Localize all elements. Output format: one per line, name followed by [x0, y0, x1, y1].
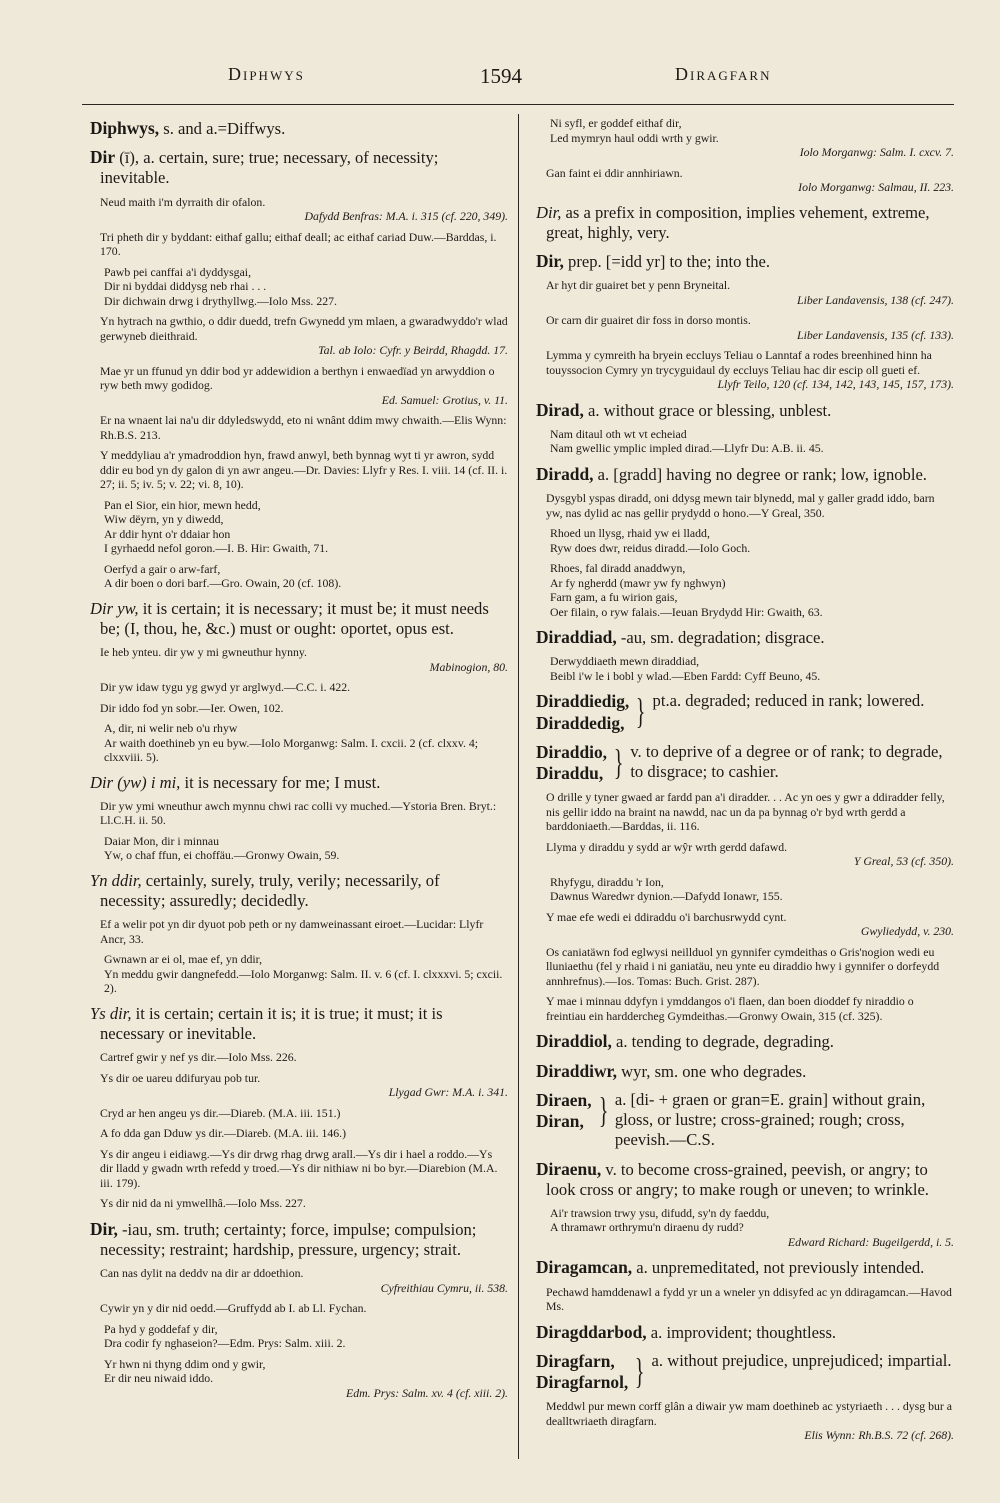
entry-definition: pt.a. degraded; reduced in rank; lowered.: [652, 691, 925, 711]
quotation-line: Ys dir angeu i eidiawg.—Ys dir drwg rhag drwg arall.—Ys dir i hael a roddo.—Ys dir lladd y gwadn wrth refedd y troed.—Ys dir nithiaw ni bo byr.—Diarebion (M.A. iii. 179).: [100, 1146, 498, 1190]
brace-mark: }: [636, 691, 646, 732]
quotation-line: Oerfyd a gair o arw-farf,: [104, 561, 221, 576]
quotation: [90, 645, 508, 674]
verse-quotation: [90, 1322, 508, 1351]
quotation: [90, 1126, 508, 1141]
quotation-line: Er dir neu niwaid iddo.: [104, 1371, 214, 1386]
quotation-line: Farn gam, a fu wirion gais,: [550, 590, 678, 605]
citation: Edm. Prys: Salm. xv. 4 (cf. xiii. 2).: [346, 1385, 508, 1400]
citation: Ed. Samuel: Grotius, v. 11.: [381, 392, 508, 407]
quotation: [90, 1050, 508, 1065]
entry-headword: Diraddiol,: [536, 1031, 612, 1052]
verse-quotation: [536, 116, 954, 160]
entry-headwords: [536, 691, 629, 733]
quotation-line: Er na wnaent lai na'u dir ddyledswydd, eto ni wnânt ddim mwy chwaith.—Elis Wynn: Rh.B.S. 213.: [100, 413, 507, 442]
verse-quotation: [90, 721, 508, 765]
quotation-line: Ar fy ngherdd (mawr yw fy nghwyn): [550, 575, 726, 590]
quotation: [90, 1071, 508, 1100]
entry-definition: a. tending to degrade, degrading.: [611, 1032, 834, 1052]
quotation: [90, 701, 508, 716]
entry-headword: Diraenu,: [536, 1158, 602, 1179]
citation: Elis Wynn: Rh.B.S. 72 (cf. 268).: [804, 1428, 954, 1443]
entry-definition: a. without grace or blessing, unblest.: [583, 400, 832, 420]
dictionary-entry: [90, 118, 508, 139]
header-rule: [82, 104, 954, 105]
citation: Tal. ab Iolo: Cyfr. y Beirdd, Rhagdd. 17.: [318, 343, 508, 358]
citation: Llyfr Teilo, 120 (cf. 134, 142, 143, 145, 157, 173).: [717, 377, 954, 392]
entry-definition: it is certain; certain it is; it is true; it must; it is necessary or inevitable.: [100, 1003, 443, 1044]
quotation-line: Lymma y cymreith ha bryein eccluys Teliau o Lanntaf a rodes breenhined hinn ha touyssocion Cymry yn trycyguidaul dy eccluys Teliau hac dir escip oll gueti ef.: [546, 348, 932, 377]
quotation: [90, 1147, 508, 1191]
quotation-line: O drille y tyner gwaed ar fardd pan a'i diradder. . . Ac yn oes y gwr a ddiradder felly, nis gellir iddo na braint na nawdd, nac un da pa bynnag o'r byd wrth gerdd a barddoniaeth.—Barddas, ii. 116.: [546, 790, 945, 834]
quotation: [90, 413, 508, 442]
entry-definition: a. [di- + graen or gran=E. grain] without grain, gloss, or lustre; cross-grained; rough; cross, peevish.—C.S.: [614, 1089, 926, 1150]
entry-headword: Diradd,: [536, 463, 594, 484]
verse-quotation: [536, 561, 954, 619]
quotation-line: Y meddyliau a'r ymadroddion hyn, frawd anwyl, beth bynnag wyt ti yr awron, sydd ddir eu bod yn dy galon di yn awr angeu.—Dr. Davies: Llyfr y Res. I. viii. 14 (cf. II. i. 27; ii. 5; iv. 5; v. 22; vi. 8, 10).: [100, 448, 508, 492]
quotation: [90, 364, 508, 408]
entry-definition: as a prefix in composition, implies vehement, extreme, great, highly, very.: [546, 202, 930, 242]
entry-headword: Yn ddir,: [90, 870, 142, 890]
quotation-line: Pawb pei canffai a'i dyddysgai,: [104, 264, 252, 279]
entry-headword: Diraddiad,: [536, 627, 617, 648]
quotation: [536, 313, 954, 342]
quotation: [536, 910, 954, 939]
entry-definition: v. to become cross-grained, peevish, or angry; to look cross or angry; to make rough or uneven; to wrinkle.: [546, 1159, 929, 1199]
quotation-line: Yr hwn ni thyng ddim ond y gwir,: [104, 1356, 266, 1371]
quotation-line: I gyrhaedd nefol goron.—I. B. Hir: Gwaith, 71.: [104, 541, 329, 556]
brace-mark: }: [635, 1350, 645, 1391]
quotation-line: A, dir, ni welir neb o'u rhyw: [104, 721, 238, 736]
verse-quotation: [90, 562, 508, 591]
dictionary-entry: [536, 1257, 954, 1278]
quotation-line: Llyma y diraddu y sydd ar wŷr wrth gerdd dafawd.: [546, 839, 788, 854]
quotation-line: A dir boen o dori barf.—Gro. Owain, 20 (cf. 108).: [104, 576, 342, 591]
quotation-line: Rhoed un llysg, rhaid yw ei lladd,: [550, 526, 710, 541]
quotation: [536, 1285, 954, 1314]
quotation: [536, 348, 954, 392]
quotation: [90, 1106, 508, 1121]
verse-quotation: [536, 526, 954, 555]
dictionary-entry-group: [536, 1090, 954, 1151]
quotation-line: Dir dichwain drwg i drythyllwg.—Iolo Mss. 227.: [104, 293, 337, 308]
dictionary-entry: [90, 147, 508, 188]
entry-definition: -iau, sm. truth; certainty; force, impulse; compulsion; necessity; restraint; hardship, pressure, urgency; strait.: [100, 1219, 477, 1260]
quotation-line: Oer filain, o ryw falais.—Ieuan Brydydd Hir: Gwaith, 63.: [550, 604, 823, 619]
quotation: [536, 945, 954, 989]
quotation-line: Nam ditaul oth wt vt echeiad: [550, 426, 687, 441]
verse-quotation: [90, 498, 508, 556]
dictionary-entry: [90, 1219, 508, 1260]
entry-headword: Dir,: [536, 250, 564, 271]
quotation: [536, 491, 954, 520]
entry-headword: Diraddiedig,: [536, 691, 630, 712]
dictionary-entry: [536, 400, 954, 421]
entry-definition: (ī), a. certain, sure; true; necessary, of necessity; inevitable.: [100, 148, 439, 188]
quotation-line: Can nas dylit na deddv na dir ar ddoethion.: [100, 1266, 304, 1281]
quotation-line: Y mae i minnau ddyfyn i ymddangos o'i flaen, dan boen dioddef fy niraddio o freintiau ein harddercheg Gymdeithas.—Gronwy Owain, 315 (cf. 325).: [546, 994, 914, 1023]
quotation-line: Tri pheth dir y byddant: eithaf gallu; eithaf deall; ac eithaf cariad Duw.—Barddas, i. 170.: [100, 229, 497, 259]
citation: Dafydd Benfras: M.A. i. 315 (cf. 220, 349).: [304, 209, 508, 224]
quotation-line: Dir ni byddai diddysg neb rhai . . .: [104, 279, 267, 294]
dictionary-entry: [536, 1159, 954, 1200]
quotation: [90, 195, 508, 224]
quotation: [536, 840, 954, 869]
quotation: [536, 278, 954, 307]
entry-definition: a. unpremeditated, not previously intended.: [632, 1258, 925, 1278]
quotation-line: Meddwl pur mewn corff glân a diwair yw mam doethineb ac ystyriaeth . . . dysg bur a dealltwriaeth diragfarn.: [546, 1399, 953, 1428]
dictionary-entry: [536, 464, 954, 485]
entry-headword: Dir yw,: [90, 598, 139, 618]
quotation-line: Ar ddir hynt o'r ddaiar hon: [104, 526, 231, 541]
dictionary-entry: [536, 1322, 954, 1343]
quotation-line: Ys dir nid da ni ymwellhâ.—Iolo Mss. 227.: [100, 1196, 306, 1211]
quotation-line: Ys dir oe uareu ddifuryau pob tur.: [100, 1070, 261, 1085]
quotation: [90, 230, 508, 259]
quotation: [90, 1301, 508, 1316]
quotation: [536, 994, 954, 1023]
entry-definition: a. without prejudice, unprejudiced; impartial.: [651, 1350, 952, 1370]
verse-quotation: [90, 1357, 508, 1401]
dictionary-entry: [90, 871, 508, 911]
entry-headword: Dirad,: [536, 399, 584, 420]
verse-quotation: [536, 875, 954, 904]
quotation-line: Neud maith i'm dyrraith dir ofalon.: [100, 194, 266, 209]
quotation-line: A thramawr orthrymu'n diraenu dy rudd?: [550, 1220, 744, 1235]
entry-definition: certainly, surely, truly, verily; necessarily, of necessity; assuredly; decidedly.: [100, 870, 440, 911]
entry-definition: wyr, sm. one who degrades.: [617, 1061, 807, 1081]
entry-definition: it is necessary for me; I must.: [180, 772, 381, 792]
verse-quotation: [536, 1206, 954, 1250]
citation: Llygad Gwr: M.A. i. 341.: [388, 1085, 508, 1100]
citation: Liber Landavensis, 138 (cf. 247).: [797, 292, 954, 307]
dictionary-entry: [536, 203, 954, 243]
column-divider: [518, 114, 519, 1459]
running-head: [80, 64, 940, 98]
entry-headword: Ys dir,: [90, 1003, 132, 1023]
quotation: [536, 166, 954, 195]
quotation-line: Derwyddiaeth mewn diraddiad,: [550, 654, 700, 669]
quotation-line: Daiar Mon, dir i minnau: [104, 833, 219, 848]
right-column: [536, 110, 954, 1460]
quotation-line: Gan faint ei ddir annhiriawn.: [546, 165, 683, 180]
dictionary-entry: [536, 1061, 954, 1082]
quotation-line: A fo dda gan Dduw ys dir.—Diareb. (M.A. iii. 146.): [100, 1126, 347, 1141]
entry-headword: Diragamcan,: [536, 1257, 633, 1278]
quotation-line: Or carn dir guairet dir foss in dorso montis.: [546, 313, 751, 328]
entry-headword: Diragfarn,: [536, 1350, 615, 1371]
entry-headword: Diran,: [536, 1111, 584, 1132]
quotation-line: Ai'r trawsion trwy ysu, difudd, sy'n dy faeddu,: [550, 1205, 770, 1220]
running-head-left: Diphwys: [228, 64, 305, 84]
quotation: [90, 1196, 508, 1211]
quotation-line: Dawnus Waredwr dynion.—Dafydd Ionawr, 155.: [550, 889, 783, 904]
quotation-line: Pan el Sior, ein hior, mewn hedd,: [104, 497, 261, 512]
brace-mark: }: [613, 741, 624, 782]
dictionary-entry: [536, 627, 954, 648]
entry-headword: Dir (yw) i mi,: [90, 772, 181, 792]
entry-headword: Diraen,: [536, 1089, 592, 1110]
verse-quotation: [90, 265, 508, 309]
entry-definition: s. and a.=Diffwys.: [159, 119, 286, 138]
entry-headword: Diphwys,: [90, 118, 160, 138]
quotation: [90, 1266, 508, 1295]
entry-headword: Diraddiwr,: [536, 1060, 618, 1081]
citation: Edward Richard: Bugeilgerdd, i. 5.: [787, 1234, 954, 1249]
quotation-line: Yn hytrach na gwthio, o ddir duedd, trefn Gwynedd ym mlaen, a gwaradwyddo'r wlad gerwyneb dieithraid.: [100, 314, 508, 343]
dictionary-entry-group: [536, 742, 954, 784]
quotation-line: Gwnawn ar ei ol, mae ef, yn ddir,: [104, 952, 263, 967]
citation: Iolo Morganwg: Salm. I. cxcv. 7.: [799, 145, 954, 159]
dictionary-entry-group: [536, 691, 954, 733]
quotation-line: Dir yw idaw tygu yg gwyd yr arglwyd.—C.C. i. 422.: [100, 680, 351, 695]
quotation-line: Ni syfl, er goddef eithaf dir,: [550, 116, 682, 130]
dictionary-entry: [536, 251, 954, 272]
quotation-line: Pa hyd y goddefaf y dir,: [104, 1321, 218, 1336]
citation: Iolo Morganwg: Salmau, II. 223.: [798, 180, 954, 194]
verse-quotation: [90, 834, 508, 863]
entry-definition: a. improvident; thoughtless.: [646, 1322, 837, 1342]
entry-headword: Dir,: [90, 1218, 118, 1239]
dictionary-entry: [90, 773, 508, 793]
quotation-line: Yn meddu gwir dangnefedd.—Iolo Morganwg: Salm. II. v. 6 (cf. I. clxxxvi. 5; cxcii. 2).: [104, 966, 503, 996]
entry-definition: it is certain; it is necessary; it must be; it must needs be; (I, thou, he, &c.) must or ought: oportet, opus est.: [100, 598, 489, 638]
verse-quotation: [536, 654, 954, 683]
entry-headword: Diragddarbod,: [536, 1321, 647, 1342]
quotation-line: Led mymryn haul oddi wrth y gwir.: [550, 130, 719, 145]
quotation-line: Cryd ar hen angeu ys dir.—Diareb. (M.A. iii. 151.): [100, 1105, 341, 1120]
quotation-line: Ie heb ynteu. dir yw y mi gwneuthur hynny.: [100, 645, 307, 660]
verse-quotation: [536, 427, 954, 456]
quotation-line: Beibl i'w le i bobl y wlad.—Eben Fardd: Cyff Beuno, 45.: [550, 668, 821, 683]
citation: Mabinogion, 80.: [429, 659, 508, 674]
quotation-line: Cartref gwir y nef ys dir.—Iolo Mss. 226.: [100, 1050, 297, 1065]
citation: Cyfreithiau Cymru, ii. 538.: [380, 1280, 508, 1295]
entry-headwords: [536, 1090, 592, 1151]
entry-headword: Dir: [90, 147, 116, 168]
quotation-line: Os caniatäwn fod eglwysi neillduol yn gynnifer cymdeithas o Gris'nogion wedi eu lluniaethu (fel y rhaid i ni ganiatäu, neu ynte eu diraddio hwy i gynnifer o dorfeydd annhrefnus).—Ios. Tomas: Buch. Grist. 287).: [546, 944, 940, 988]
quotation: [536, 790, 954, 834]
entry-headwords: [536, 1351, 628, 1393]
quotation: [90, 917, 508, 946]
left-column: [90, 110, 508, 1460]
quotation-line: Dysgybl yspas diradd, oni ddysg mewn tair blynedd, mal y galler gradd iddo, barn yw, nas dylid ac nas gellir prydydd o hono.—Y Greal, 350.: [546, 491, 935, 520]
entry-headword: Diraddu,: [536, 763, 604, 784]
entry-definition: v. to deprive of a degree or of rank; to degrade, to disgrace; to cashier.: [630, 741, 943, 782]
quotation: [90, 314, 508, 358]
quotation-line: Wiw dëyrn, yn y diwedd,: [104, 512, 224, 527]
entry-headwords: [536, 742, 607, 784]
quotation-line: Pechawd hamddenawl a fydd yr un a wneler yn ddisyfed ac yn ddiragamcan.—Havod Ms.: [546, 1284, 952, 1314]
citation: Liber Landavensis, 135 (cf. 133).: [797, 327, 954, 342]
dictionary-entry: [90, 599, 508, 639]
quotation-line: Dra codir fy nghaseion?—Edm. Prys: Salm. xiii. 2.: [104, 1336, 346, 1351]
quotation-line: Ryw does dwr, reidus diradd.—Iolo Goch.: [550, 540, 751, 555]
quotation-line: Ar hyt dir guairet bet y penn Bryneital.: [546, 278, 731, 293]
quotation-line: Rhyfygu, diraddu 'r Ion,: [550, 874, 664, 889]
citation: Y Greal, 53 (cf. 350).: [853, 854, 954, 869]
entry-headword: Dir,: [536, 202, 562, 222]
dictionary-entry-group: [536, 1351, 954, 1393]
quotation-line: Rhoes, fal diradd anaddwyn,: [550, 561, 686, 576]
citation: Gwyliedydd, v. 230.: [860, 924, 954, 939]
entry-definition: a. [gradd] having no degree or rank; low, ignoble.: [593, 464, 927, 484]
quotation-line: Ef a welir pot yn dir dyuot pob peth or ny damweinassant eiroet.—Lucidar: Llyfr Ancr, 33.: [100, 917, 484, 946]
brace-mark: }: [598, 1089, 608, 1130]
page-number: 1594: [480, 64, 522, 88]
quotation-line: Yw, o chaf ffun, ei choffäu.—Gronwy Owain, 59.: [104, 848, 340, 863]
entry-headword: Diragfarnol,: [536, 1372, 629, 1393]
verse-quotation: [90, 952, 508, 996]
quotation-line: Cywir yn y dir nid oedd.—Gruffydd ab I. ab Ll. Fychan.: [100, 1301, 367, 1316]
dictionary-entry: [536, 1031, 954, 1052]
quotation: [90, 799, 508, 828]
quotation: [90, 680, 508, 695]
quotation-line: Y mae efe wedi ei ddiraddu o'i barchusrwydd cynt.: [546, 909, 787, 924]
quotation-line: Nam gwellic ymplic impled dirad.—Llyfr Du: A.B. ii. 45.: [550, 441, 824, 456]
quotation-line: Dir yw ymi wneuthur awch mynnu chwi rac colli vy muched.—Ystoria Bren. Bryt.: Ll.C.H. ii. 50.: [100, 798, 497, 828]
entry-definition: -au, sm. degradation; disgrace.: [616, 628, 825, 648]
quotation: [90, 448, 508, 492]
entry-definition: prep. [=idd yr] to the; into the.: [563, 251, 771, 271]
running-head-right: Diragfarn: [675, 64, 772, 84]
entry-headword: Diraddedig,: [536, 712, 625, 733]
entry-headword: Diraddio,: [536, 741, 608, 762]
quotation-line: Mae yr un ffunud yn ddir bod yr addewidion a berthyn i enwaedïad yn arwyddion o ryw beth mwy godidog.: [100, 363, 495, 393]
quotation: [536, 1399, 954, 1443]
quotation-line: Dir iddo fod yn sobr.—Ier. Owen, 102.: [100, 700, 284, 715]
dictionary-entry: [90, 1004, 508, 1044]
quotation-line: Ar waith doethineb yn eu byw.—Iolo Morganwg: Salm. I. cxcii. 2 (cf. clxxv. 4; clxxviii. 5).: [104, 735, 479, 765]
